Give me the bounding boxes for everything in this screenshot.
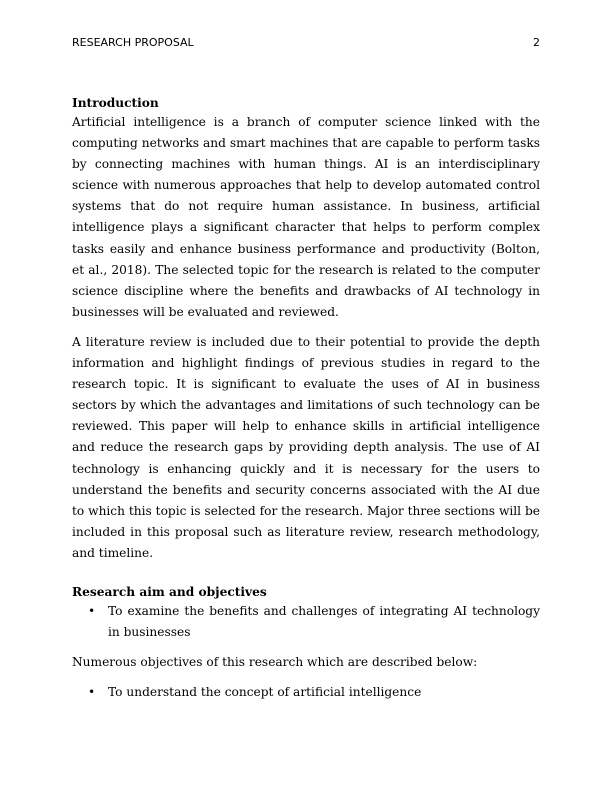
running-head: RESEARCH PROPOSAL: [72, 36, 194, 49]
bullet-icon: •: [88, 603, 96, 618]
objectives-intro: Numerous objectives of this research which are described below:: [72, 655, 478, 670]
aim-list: [72, 601, 540, 643]
aims-heading: Research aim and objectives: [72, 584, 267, 599]
page-number: 2: [533, 36, 540, 49]
introduction-paragraph-1: Artificial intelligence is a branch of computer science linked with the computing networks and smart machines that are capable to perform tasks by connecting machines with human things. AI is an interdisciplinary science with numerous approaches that help to develop automated control systems that do not require human assistance. In business, artificial intelligence plays a significant character that helps to perform complex tasks easily and enhance business performance and productivity (Bolton, et al., 2018). The selected topic for the research is related to the computer science discipline where the benefits and drawbacks of AI technology in businesses will be evaluated and reviewed.: [72, 115, 540, 319]
aim-list-item: [72, 601, 540, 643]
aim-text: To examine the benefits and challenges of integrating AI technology in businesses: [108, 603, 540, 640]
objective-list: [72, 682, 540, 703]
objective-list-item: [72, 682, 540, 703]
document-body: [72, 94, 540, 703]
introduction-paragraph-2: A literature review is included due to their potential to provide the depth information and highlight findings of previous studies in regard to the research topic. It is significant to evaluate the uses of AI in business sectors by which the advantages and limitations of such technology can be reviewed. This paper will help to enhance skills in artificial intelligence and reduce the research gaps by providing depth analysis. The use of AI technology is enhancing quickly and it is necessary for the users to understand the benefits and security concerns associated with the AI due to which this topic is selected for the research. Major three sections will be included in this proposal such as literature review, research methodology, and timeline.: [72, 334, 540, 560]
page-header: [72, 35, 540, 51]
objective-text: To understand the concept of artificial intelligence: [108, 685, 422, 700]
bullet-icon: •: [88, 685, 96, 700]
introduction-heading: Introduction: [72, 96, 159, 110]
